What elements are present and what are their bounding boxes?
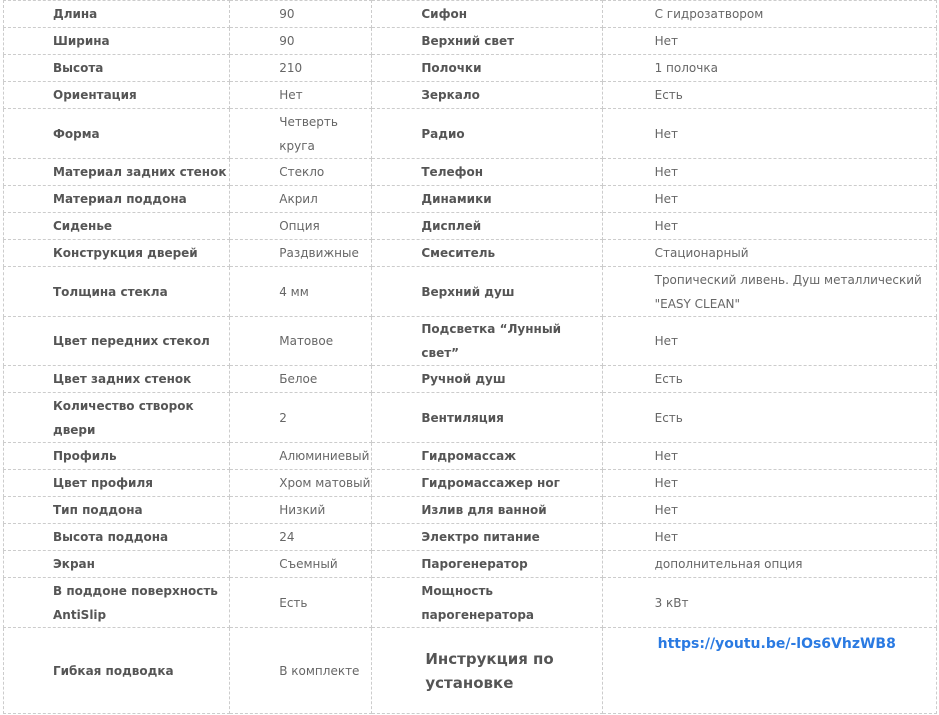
spec-label: Цвет профиля [4,470,230,497]
spec-row [4,82,937,109]
spec-label: Длина [4,1,230,28]
spec-row [4,524,937,551]
spec-row [4,267,937,317]
spec-value: В комплекте [230,628,372,714]
youtube-link[interactable]: https://youtu.be/-lOs6VhzWB8 [657,636,896,652]
spec-value: Нет [602,159,936,186]
video-link-cell [602,628,936,714]
spec-value: Четверть круга [230,109,372,159]
spec-label: Цвет передних стекол [4,317,230,366]
spec-label: Излив для ванной [372,497,602,524]
spec-value: 90 [230,28,372,55]
spec-label: Подсветка “Лунный свет” [372,317,602,366]
spec-value: Нет [602,470,936,497]
spec-row [4,366,937,393]
spec-value: Нет [602,28,936,55]
spec-label: Смеситель [372,240,602,267]
spec-value: Опция [230,213,372,240]
spec-label: Материал поддона [4,186,230,213]
spec-label: Верхний душ [372,267,602,317]
spec-value: Раздвижные [230,240,372,267]
spec-row [4,393,937,443]
spec-value: Белое [230,366,372,393]
spec-label: Конструкция дверей [4,240,230,267]
spec-label: Количество створок двери [4,393,230,443]
spec-row [4,578,937,628]
spec-label: Ориентация [4,82,230,109]
spec-value: Нет [602,317,936,366]
instructions-heading: Инструкция по установке [425,649,554,692]
spec-value: С гидрозатвором [602,1,936,28]
spec-label: Профиль [4,443,230,470]
spec-value: Нет [602,213,936,240]
spec-value: Нет [602,524,936,551]
spec-label: Электро питание [372,524,602,551]
spec-label: Толщина стекла [4,267,230,317]
spec-row [4,551,937,578]
spec-label: Высота [4,55,230,82]
spec-label: Мощность парогенератора [372,578,602,628]
spec-value: Нет [602,443,936,470]
instructions-cell [372,628,602,714]
spec-row [4,55,937,82]
spec-label: Верхний свет [372,28,602,55]
spec-label: Гидромассаж [372,443,602,470]
spec-row [4,628,937,714]
spec-label: Ручной душ [372,366,602,393]
spec-row [4,240,937,267]
spec-value: 24 [230,524,372,551]
spec-value: Есть [602,366,936,393]
spec-value: 2 [230,393,372,443]
spec-value: Стекло [230,159,372,186]
spec-value: 3 кВт [602,578,936,628]
spec-value: 210 [230,55,372,82]
spec-value: Есть [602,393,936,443]
spec-label: Гибкая подводка [4,628,230,714]
spec-label: Полочки [372,55,602,82]
spec-label: Сиденье [4,213,230,240]
spec-row [4,159,937,186]
specs-table-body [4,1,937,714]
spec-row [4,186,937,213]
spec-value: дополнительная опция [602,551,936,578]
spec-label: Зеркало [372,82,602,109]
spec-value: Съемный [230,551,372,578]
spec-label: Экран [4,551,230,578]
spec-label: Гидромассажер ног [372,470,602,497]
spec-row [4,28,937,55]
spec-value: 1 полочка [602,55,936,82]
spec-row [4,443,937,470]
spec-label: Динамики [372,186,602,213]
spec-value: Акрил [230,186,372,213]
spec-label: Дисплей [372,213,602,240]
spec-row [4,470,937,497]
spec-label: Форма [4,109,230,159]
spec-row [4,1,937,28]
spec-label: Цвет задних стенок [4,366,230,393]
spec-label: Материал задних стенок [4,159,230,186]
spec-label: Радио [372,109,602,159]
spec-value: Есть [602,82,936,109]
spec-row [4,317,937,366]
spec-label: Парогенератор [372,551,602,578]
spec-value: Нет [602,497,936,524]
spec-value: Тропический ливень. Душ металлический "EASY CLEAN" [602,267,936,317]
spec-value: Матовое [230,317,372,366]
spec-label: В поддоне поверхность AntiSlip [4,578,230,628]
spec-value: 90 [230,1,372,28]
spec-label: Тип поддона [4,497,230,524]
spec-label: Телефон [372,159,602,186]
spec-value: 4 мм [230,267,372,317]
spec-value: Нет [602,186,936,213]
spec-label: Высота поддона [4,524,230,551]
specs-table [3,0,937,714]
spec-label: Ширина [4,28,230,55]
spec-value: Стационарный [602,240,936,267]
spec-value: Алюминиевый [230,443,372,470]
spec-value: Нет [230,82,372,109]
spec-value: Хром матовый [230,470,372,497]
spec-value: Нет [602,109,936,159]
spec-row [4,497,937,524]
spec-value: Есть [230,578,372,628]
spec-value: Низкий [230,497,372,524]
spec-label: Вентиляция [372,393,602,443]
spec-label: Сифон [372,1,602,28]
spec-row [4,213,937,240]
spec-row [4,109,937,159]
